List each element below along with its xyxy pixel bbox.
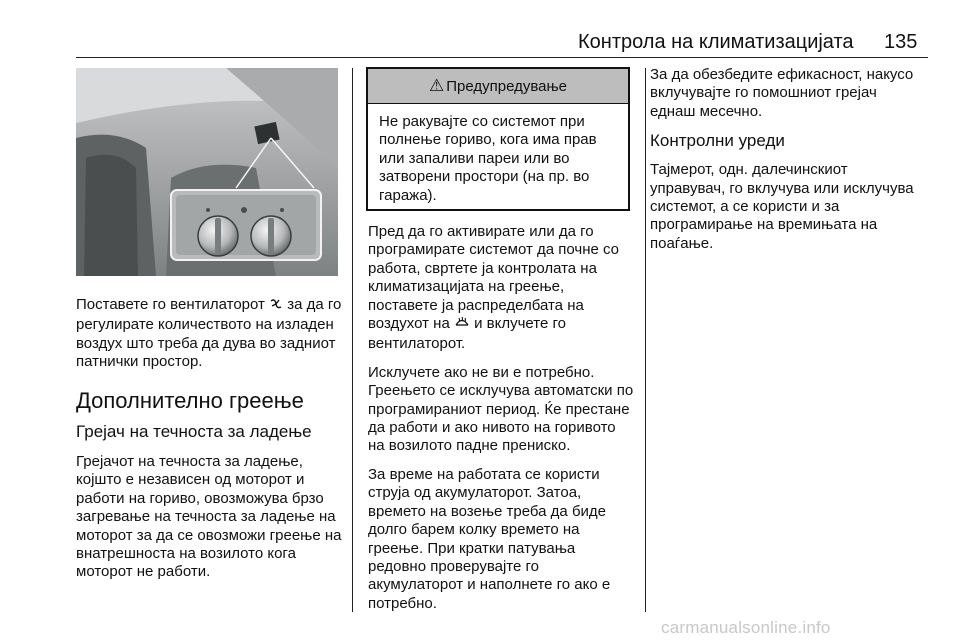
header-rule: [76, 57, 928, 58]
warning-body: Не ракувајте со системот при полнење гориво, кога има прав или запаливи пареи или во затворени простори (на пр. во гаража).: [379, 113, 597, 204]
warning-header: [368, 69, 628, 104]
activation-para-before: Пред да го активирате или да го програмирате системот да почне со работа, свртете ја контролата на климатизацијата на греење, поставете ја распределбата на воздухот на: [368, 223, 620, 333]
subsection-heading-coolant-heater: Грејач на течноста за ладење: [76, 422, 312, 441]
page-header: [0, 0, 960, 60]
auto-off-paragraph: Исклучете ако не ви е потребно. Греењето се исклучува автоматски по програмираниот период. Ќе престане да работи и ако нивото на горивото на возилото падне прениско.: [368, 363, 634, 455]
page-number: 135: [884, 31, 918, 53]
coolant-heater-paragraph: Грејачот на течноста за ладење, којшто е независен од моторот и работи на гориво, овозможува брзо загревање на течноста за ладење на моторот за да се овозможи греење на внатрешноста на возилото кога моторот не работи.: [76, 453, 342, 581]
warning-triangle-icon: ⚠: [428, 76, 445, 95]
rear-climate-control-photo: [76, 68, 338, 276]
column-divider-2: [645, 68, 646, 612]
activation-para-after: и вклучете го вентилаторот.: [368, 315, 566, 353]
column-3-text: [650, 66, 926, 263]
controls-heading: Контролни уреди: [650, 131, 785, 151]
fan-para-after: за да го регулирате количеството на изладен воздух што треба да дува во задниот патнички простор.: [76, 296, 342, 371]
coolant-heater-text: [76, 453, 342, 592]
fan-instruction-text: [76, 296, 342, 382]
watermark: carmanualsonline.info: [661, 618, 831, 637]
efficiency-paragraph: За да обезбедите ефикасност, накусо вклучувајте го помошниот грејач еднаш месечно.: [650, 66, 914, 120]
fan-para-before: Поставете го вентилаторот: [76, 296, 270, 313]
column-divider-1: [352, 68, 353, 612]
warning-box: [366, 67, 630, 211]
fan-icon: [269, 297, 283, 316]
section-heading-additional-heating: Дополнително греење: [76, 388, 304, 413]
warning-title: Предупредување: [446, 77, 568, 95]
column-2-text: [368, 223, 634, 623]
defrost-icon: [454, 316, 470, 335]
rear-climate-illustration: [76, 68, 338, 276]
page-title: Контрола на климатизацијата: [578, 31, 854, 53]
timer-paragraph: Тајмерот, одн. далечинскиот управувач, го вклучува или исклучува системот, а се користи и за програмирање на времињата на поаѓање.: [650, 161, 914, 252]
battery-paragraph: За време на работата се користи струја од акумулаторот. Затоа, времето на возење треба да биде долго барем колку времето на греење. При кратки патувања редовно проверувајте го акумулаторот и наполнете го ако е потребно.: [368, 465, 611, 612]
